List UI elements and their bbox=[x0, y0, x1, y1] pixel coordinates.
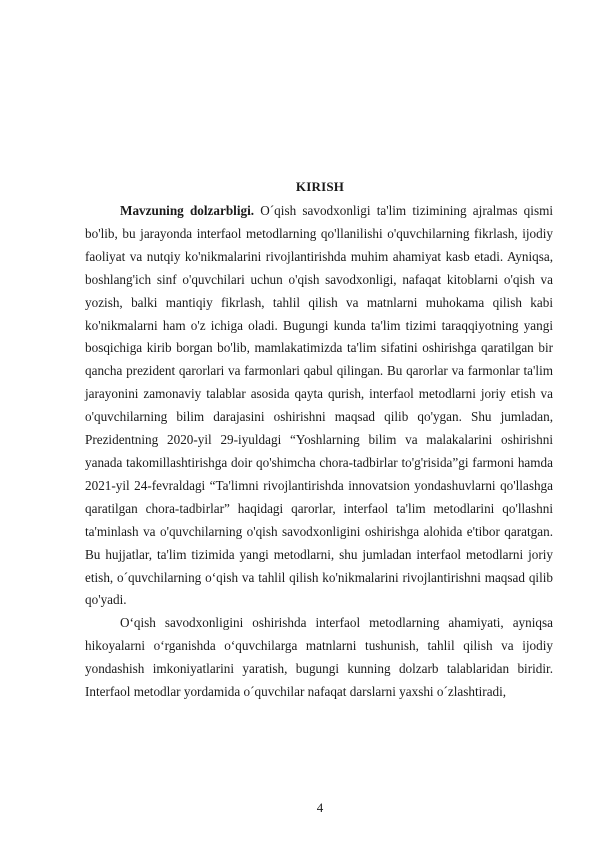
paragraph-relevance bbox=[85, 200, 553, 612]
paragraph-text: O‘qish savodxonligini oshirishda interfaol metodlarning ahamiyati, ayniqsa hikoyalarni o‘rganishda o‘quvchilarga matnlarni tushunish, tahlil qilish va ijodiy yondashish imkoniyatlarini yaratish, bugungi kunning dolzarb talablaridan biridir. Interfaol metodlar yordamida o´quvchilar nafaqat darslarni yaxshi o´zlashtiradi, bbox=[85, 615, 553, 700]
page-number: 4 bbox=[316, 800, 324, 815]
section-title: KIRISH bbox=[295, 179, 345, 194]
paragraph-importance bbox=[85, 612, 553, 704]
paragraph-text: O´qish savodxonligi ta'lim tizimining ajralmas qismi bo'lib, bu jarayonda interfaol metodlarning qo'llanilishi o'quvchilarning fikrlash, ijodiy faoliyat va nutqiy ko'nikmalarini rivojlantirishda muhim ahamiyat kasb etadi. Ayniqsa, boshlang'ich sinf o'quvchilari uchun o'qish savodxonligi, nafaqat kitoblarni o'qish va yozish, balki mantiqiy fikrlash, tahlil qilish va matnlarni muhokama qilish kabi ko'nikmalarni ham o'z ichiga oladi. Bugungi kunda ta'lim tizimi taraqqiyotning yangi bosqichiga kirib borgan bo'lib, mamlakatimizda ta'lim sifatini oshirishga qaratilgan bir qancha prezident qarorlari va farmonlari qabul qilingan. Bu qarorlar va farmonlar ta'lim jarayonini zamonaviy talablar asosida qayta qurish, interfaol metodlarni joriy etish va o'quvchilarning bilim darajasini oshirishni maqsad qilib qo'ygan. Shu jumladan, Prezidentning 2020-yil 29-iyuldagi “Yoshlarning bilim va malakalarini oshirishni yanada takomillashtirishga doir qo'shimcha chora-tadbirlar to'g'risida”gi farmoni hamda 2021-yil 24-fevraldagi “Ta'limni rivojlantirishda innovatsion yondashuvlarni qo'llashga qaratilgan chora-tadbirlar” haqidagi qarorlar, interfaol ta'lim metodlarini qo'llashni ta'minlash va o'quvchilarning o'qish savodxonligini oshirishga alohida e'tibor qaratgan. Bu hujjatlar, ta'lim tizimida yangi metodlarni, shu jumladan interfaol metodlarni joriy etish, o´quvchilarning o‘qish va tahlil qilish ko'nikmalarini rivojlantirishni maqsad qilib qo'yadi. bbox=[85, 203, 553, 608]
paragraph-lead: Mavzuning dolzarbligi. bbox=[120, 203, 255, 218]
body-text bbox=[85, 200, 553, 704]
